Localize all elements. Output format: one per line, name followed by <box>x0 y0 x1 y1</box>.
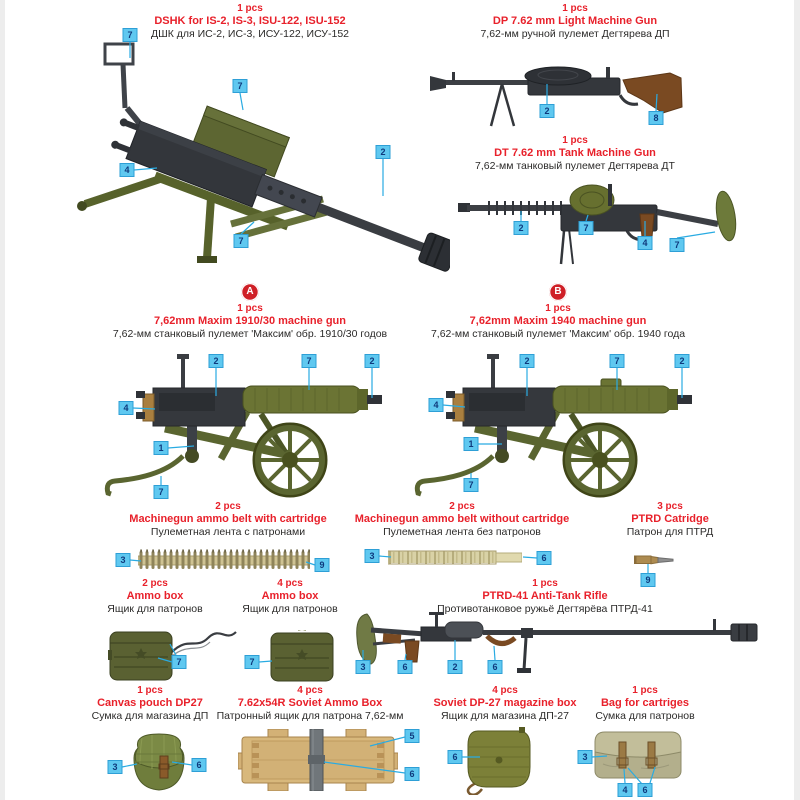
maxim-1940-illustration <box>405 352 705 502</box>
pcs-count: 2 pcs <box>215 501 241 512</box>
pcs-count: 2 pcs <box>142 578 168 589</box>
item-name-ru: Ящик для магазина ДП-27 <box>441 710 569 722</box>
callout-badge-3: 3 <box>365 549 380 563</box>
callout-badge-7: 7 <box>245 655 260 669</box>
callout-badge-7: 7 <box>154 485 169 499</box>
callout-badge-6: 6 <box>192 758 207 772</box>
section-header-dt <box>415 135 735 173</box>
callout-badge-7: 7 <box>610 354 625 368</box>
callout-badge-3: 3 <box>578 750 593 764</box>
callout-badge-2: 2 <box>675 354 690 368</box>
callout-badge-2: 2 <box>209 354 224 368</box>
page-edge-right <box>794 0 800 800</box>
item-name-en: Machinegun ammo belt without cartridge <box>354 513 570 525</box>
cartridge-bag-illustration <box>593 728 683 780</box>
group-badge-a: A <box>241 283 259 301</box>
callout-badge-2: 2 <box>520 354 535 368</box>
canvas-pouch-illustration <box>130 732 188 794</box>
item-name-ru: Ящик для патронов <box>107 603 203 615</box>
callout-badge-3: 3 <box>116 553 131 567</box>
pcs-count: 1 pcs <box>237 3 263 14</box>
callout-badge-4: 4 <box>429 398 444 412</box>
section-header-ptrd-cartridge <box>595 501 745 539</box>
section-header-bag-for-cartridges <box>565 685 725 723</box>
dt-illustration <box>455 182 747 267</box>
maxim-1910-30-illustration <box>95 352 395 502</box>
callout-badge-2: 2 <box>514 221 529 235</box>
callout-badge-6: 6 <box>448 750 463 764</box>
callout-badge-4: 4 <box>120 163 135 177</box>
section-header-ammo-box-4 <box>225 578 355 616</box>
pcs-count: 2 pcs <box>449 501 475 512</box>
callout-badge-3: 3 <box>108 760 123 774</box>
callout-badge-8: 8 <box>649 111 664 125</box>
callout-badge-2: 2 <box>448 660 463 674</box>
pcs-count: 4 pcs <box>277 578 303 589</box>
section-header-canvas-pouch <box>80 685 220 723</box>
page-edge-left <box>0 0 5 800</box>
pcs-count: 3 pcs <box>657 501 683 512</box>
callout-badge-6: 6 <box>638 783 653 797</box>
item-name-en: Bag for cartriges <box>600 697 690 709</box>
callout-badge-7: 7 <box>123 28 138 42</box>
callout-badge-4: 4 <box>618 783 633 797</box>
callout-badge-2: 2 <box>365 354 380 368</box>
item-name-en: Ammo box <box>261 590 319 602</box>
section-header-belt-with-cartridge <box>98 501 358 539</box>
callout-badge-1: 1 <box>464 437 479 451</box>
callout-badge-6: 6 <box>398 660 413 674</box>
pcs-count: 1 pcs <box>632 685 658 696</box>
callout-badge-7: 7 <box>172 655 187 669</box>
item-name-ru: 7,62-мм станковый пулемет 'Максим' обр. 1910/30 годов <box>112 328 388 340</box>
item-name-en: Machinegun ammo belt with cartridge <box>129 513 327 525</box>
pcs-count: 4 pcs <box>492 685 518 696</box>
callout-badge-6: 6 <box>537 551 552 565</box>
callout-badge-7: 7 <box>464 478 479 492</box>
callout-badge-4: 4 <box>119 401 134 415</box>
section-header-ptrd-rifle <box>380 578 710 616</box>
dp27-magazine-box-illustration <box>462 727 536 795</box>
item-name-en: Ammo box <box>126 590 184 602</box>
item-name-ru: Сумка для патронов <box>595 710 695 722</box>
pcs-count: 1 pcs <box>532 578 558 589</box>
item-name-en: DP 7.62 mm Light Machine Gun <box>492 15 658 27</box>
section-header-maxim-1940 <box>398 303 718 341</box>
item-name-ru: Патрон для ПТРД <box>626 526 714 538</box>
section-header-dp <box>415 3 735 41</box>
item-name-en: DSHK for IS-2, IS-3, ISU-122, ISU-152 <box>154 15 346 27</box>
section-header-belt-without-cartridge <box>322 501 602 539</box>
item-name-ru: Пулеметная лента без патронов <box>383 526 541 538</box>
item-name-ru: Сумка для магазина ДП <box>91 710 209 722</box>
item-name-ru: 7,62-мм станковый пулемет 'Максим' обр. 1940 года <box>430 328 686 340</box>
item-name-en: DT 7.62 mm Tank Machine Gun <box>494 147 656 159</box>
pcs-count: 1 pcs <box>562 3 588 14</box>
ptrd-cartridge-illustration <box>634 553 676 566</box>
callout-badge-7: 7 <box>579 221 594 235</box>
callout-badge-9: 9 <box>641 573 656 587</box>
pcs-count: 1 pcs <box>137 685 163 696</box>
ammo-box-4-illustration <box>268 630 336 685</box>
item-name-ru: 7,62-мм танковый пулемет Дегтярева ДТ <box>475 160 675 172</box>
section-header-ammo-box-2 <box>90 578 220 616</box>
callout-badge-1: 1 <box>154 441 169 455</box>
pcs-count: 1 pcs <box>545 303 571 314</box>
item-name-ru: Пулеметная лента с патронами <box>150 526 306 538</box>
dp-illustration <box>428 50 750 128</box>
section-header-maxim-1910-30 <box>90 303 410 341</box>
callout-badge-7: 7 <box>302 354 317 368</box>
callout-badge-7: 7 <box>670 238 685 252</box>
callout-badge-2: 2 <box>376 145 391 159</box>
callout-badge-4: 4 <box>638 236 653 250</box>
pcs-count: 4 pcs <box>297 685 323 696</box>
item-name-en: PTRD-41 Anti-Tank Rifle <box>482 590 608 602</box>
item-name-en: 7.62x54R Soviet Ammo Box <box>237 697 383 709</box>
section-header-wooden-ammo-box <box>210 685 410 723</box>
callout-badge-6: 6 <box>488 660 503 674</box>
item-name-ru: ДШК для ИС-2, ИС-3, ИСУ-122, ИСУ-152 <box>151 28 349 40</box>
callout-badge-2: 2 <box>540 104 555 118</box>
item-name-ru: Патронный ящик для патрона 7,62-мм <box>216 710 404 722</box>
callout-badge-9: 9 <box>315 558 330 572</box>
item-name-en: Soviet DP-27 magazine box <box>433 697 577 709</box>
wooden-ammo-box-illustration <box>238 729 398 791</box>
section-header-dshk <box>90 3 410 41</box>
group-badge-b: B <box>549 283 567 301</box>
item-name-en: 7,62mm Maxim 1910/30 machine gun <box>154 315 346 327</box>
ammo-belt-without-cartridges-illustration <box>388 550 522 565</box>
callout-badge-7: 7 <box>234 234 249 248</box>
callout-badge-7: 7 <box>233 79 248 93</box>
item-name-en: Canvas pouch DP27 <box>97 697 203 709</box>
ammo-belt-with-cartridges-illustration <box>138 549 310 572</box>
item-name-ru: Ящик для патронов <box>242 603 338 615</box>
item-name-ru: Противотанковое ружьё Дегтярёва ПТРД-41 <box>437 603 653 615</box>
callout-badge-3: 3 <box>356 660 371 674</box>
callout-badge-5: 5 <box>405 729 420 743</box>
item-name-en: PTRD Catridge <box>631 513 709 525</box>
item-name-ru: 7,62-мм ручной пулемет Дегтярева ДП <box>480 28 670 40</box>
item-name-en: 7,62mm Maxim 1940 machine gun <box>469 315 647 327</box>
callout-badge-6: 6 <box>405 767 420 781</box>
pcs-count: 1 pcs <box>562 135 588 146</box>
pcs-count: 1 pcs <box>237 303 263 314</box>
